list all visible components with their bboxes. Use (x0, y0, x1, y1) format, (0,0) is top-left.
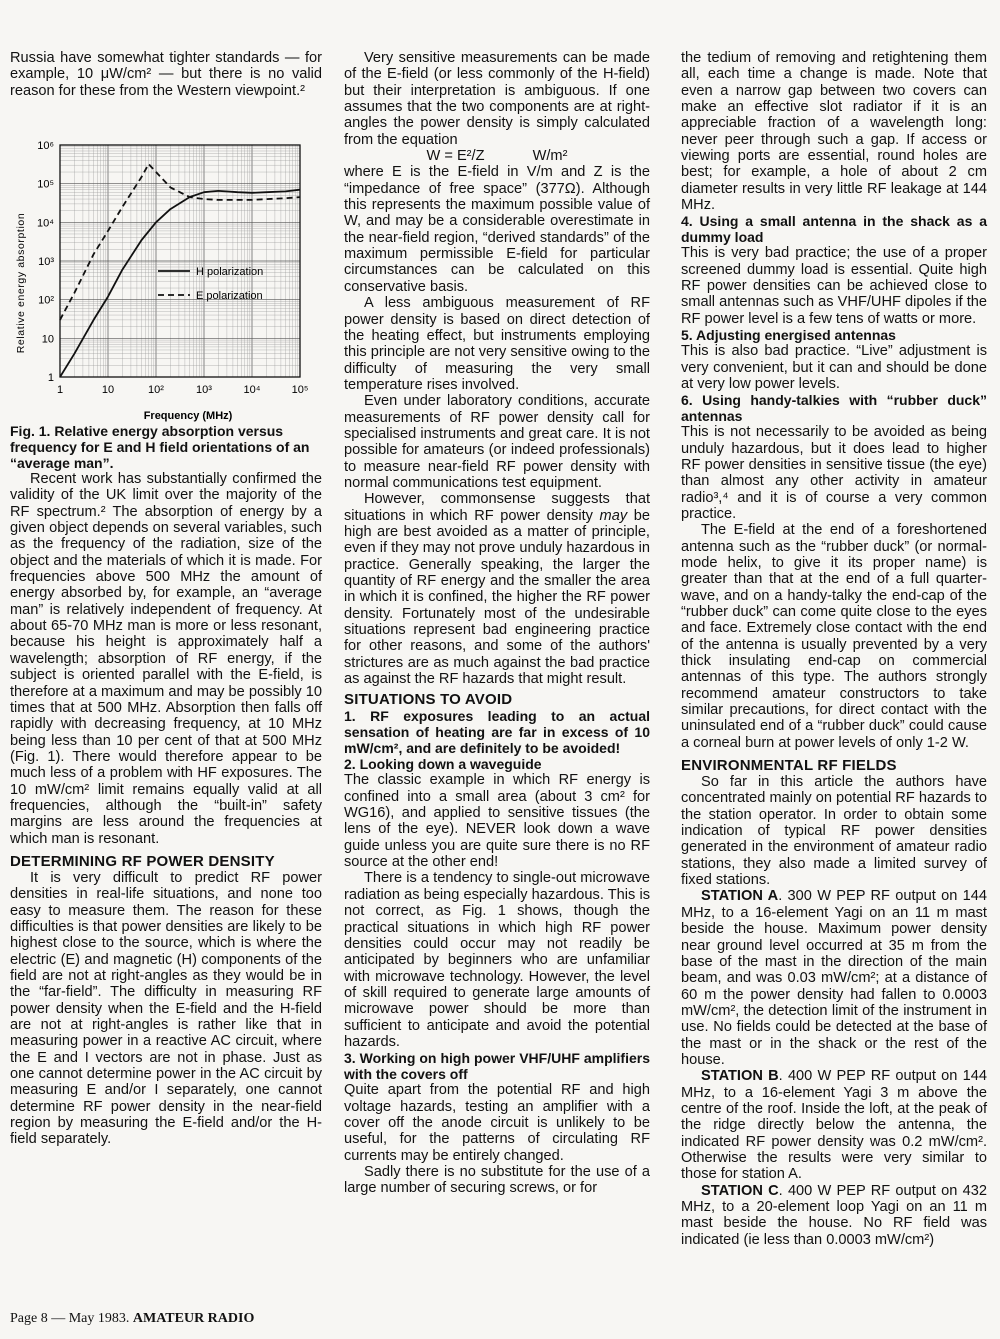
heading-item-1: 1. RF exposures leading to an actual sensation of heating are far in excess of 10 mW/cm², and are definitely to be avoided! (344, 708, 650, 757)
column-1 (10, 50, 322, 1148)
equation-power-density (344, 148, 650, 164)
y-tick-label: 10⁴ (37, 217, 54, 230)
however-emphasis: may (599, 507, 628, 524)
paragraph-so-far: So far in this article the authors have concentrated mainly on potential RF hazards to the station operator. In order to obtain some indication of typical RF power densities generated in the environment of amateur radio stations, they also made a limited survey of fixed stations. (681, 774, 987, 889)
heading-item-3: 3. Working on high power VHF/UHF amplifiers with the covers off (344, 1050, 650, 1083)
station-a-text: . 300 W PEP RF output on 144 MHz, to a 16-element Yagi on an 11 m mast beside the house. Maximum power density near ground level occurred at 35 m from the base of the mast in the direction of the main beam, and was 0.03 mW/cm²; at a distance of 60 m the power density had fallen to 0.0003 mW/cm², the detection limit of the instrument in use. No fields could be detected at the base of the mast or in the shack or the rest of the house. (681, 888, 988, 1068)
heading-situations-to-avoid: SITUATIONS TO AVOID (344, 691, 513, 709)
x-tick-label: 10³ (196, 384, 212, 397)
paragraph-sadly: Sadly there is no substitute for the use of a large number of securing screws, or for (344, 1163, 650, 1197)
y-tick-label: 1 (47, 372, 54, 385)
page-footer (10, 1311, 254, 1327)
paragraph-station-c (681, 1183, 987, 1248)
x-tick-label: 10² (148, 384, 164, 397)
column-2 (344, 50, 650, 1197)
footer-page: Page 8 — May 1983. (10, 1311, 130, 1326)
chart-y-axis-label: Relative energy absorption (15, 212, 27, 354)
y-tick-label: 10 (41, 333, 54, 346)
station-b-label: STATION B (701, 1068, 779, 1085)
heading-determining-density: DETERMINING RF POWER DENSITY (10, 852, 275, 870)
paragraph-classic: The classic example in which RF energy is confined into a small area (about 3 cm² for WG16), and applied to sensitive tissues (the lens of the eye). NEVER look down a wave guide unless you are quite sure there is no RF source at the other end! (344, 772, 650, 871)
heading-environmental: ENVIRONMENTAL RF FIELDS (681, 757, 897, 775)
paragraph-station-b (681, 1068, 987, 1182)
heading-item-5: 5. Adjusting energised antennas (681, 327, 896, 344)
paragraph-not-necessarily: This is not necessarily to be avoided as being unduly hazardous, but it does lead to higher RF power densities in sensitive tissue (the eye) than almost any other activity in amateur radio³,⁴ and it is of course a very common practice. (681, 424, 987, 522)
x-tick-label: 10⁵ (291, 384, 309, 397)
column-3 (681, 50, 987, 1248)
chart-grid (60, 145, 300, 377)
equation-unit: W/m² (532, 148, 568, 165)
heading-item-4: 4. Using a small antenna in the shack as a dummy load (681, 213, 987, 246)
paragraph-also-bad: This is also bad practice. “Live” adjustment is very convenient, but it can and should be done at very low power levels. (681, 343, 987, 392)
station-c-text: . 400 W PEP RF output on 432 MHz, to a 20-element loop Yagi on an 11 m mast beside the house. No RF field was indicated (ie less than 0.0003 mW/cm²) (681, 1182, 987, 1248)
station-a-label: STATION A (701, 888, 779, 905)
paragraph-less-ambiguous: A less ambiguous measurement of RF power density is based on direct detection of the heating effect, but instruments employing this principle are not very sensitive owing to the difficulty of measuring the very small temperature rises involved. (344, 295, 650, 393)
paragraph-intro: Russia have somewhat tighter standards — for example, 10 μW/cm² — but there is no valid reason for these from the Western viewpoint.² (10, 50, 322, 99)
paragraph-tendency: There is a tendency to single-out microwave radiation as being especially hazardous. This is not correct, as Fig. 1 shows, though the practical situations in which high RF power densities could occur may not readily be anticipated by beginners who are unfamiliar with microwave technology. However, the level of skill required to generate large amounts of microwave power should be more than sufficient to anticipate and avoid the potential hazards. (344, 870, 650, 1050)
series-line-h-polarization (60, 190, 300, 377)
x-tick-label: 10⁴ (243, 384, 261, 397)
paragraph-density: It is very difficult to predict RF power densities in real-life situations, and none too easy to measure them. The reason for these difficulties is that power densities are likely to be highest close to the source, which is where the electric (E) and magnetic (H) components of the field are not at right-angles as they would be in the “far-field”. The difficulty in measuring RF power density when the E-field and the H-field are not at right-angles is rather like that in measuring power in a reactive AC circuit, where the E and I vectors are not in phase. Just as one cannot determine power in the AC circuit by measuring E and/or I separately, one cannot determine RF power density in the near-field region by measuring the E-field and/or the H-field separately. (10, 869, 322, 1148)
paragraph-where: where E is the E-field in V/m and Z is the “impedance of free space” (377Ω). Although this represents the maximum possible value of W, and may be a considerable overestimate in the near-field region, “derived standards” of the maximum permissible E-field for particular circumstances can be calculated on this conservative basis. (344, 164, 650, 295)
chart-x-axis-label: Frequency (MHz) (143, 410, 233, 423)
heading-item-2: 2. Looking down a waveguide (344, 756, 542, 773)
y-tick-label: 10³ (38, 256, 54, 269)
y-tick-label: 10² (38, 294, 54, 307)
paragraph-sensitive-measurements: Very sensitive measurements can be made of the E-field (or less commonly of the H-field) but their interpretation is ambiguous. If one assumes that the two components are at right-angles the power density is simply calculated from the equation (344, 50, 650, 148)
paragraph-however (344, 491, 650, 687)
paragraph-station-a (681, 888, 987, 1068)
paragraph-quite-apart: Quite apart from the potential RF and high voltage hazards, testing an amplifier with a cover off the anode circuit is unlikely to be useful, for the patterns of circulating RF currents may be entirely changed. (344, 1082, 650, 1164)
station-b-text: . 400 W PEP RF output on 144 MHz, to a 16-element Yagi 3 m above the centre of the roof. Inside the loft, at the peak of the ridge directly below the antenna, the indicated RF power density was 0.2 mW/cm². Otherwise the results were very similar to those for station A. (681, 1068, 987, 1183)
legend-label: H polarization (196, 266, 264, 279)
figure-caption: Fig. 1. Relative energy absorption versus frequency for E and H field orientations of an “average man”. (10, 423, 310, 472)
figure-1-chart (10, 103, 322, 423)
paragraph-recent-work: Recent work has substantially confirmed the validity of the UK limit over the majority of the RF spectrum.² The absorption of energy by a given object depends on several variables, such as the frequency of the radiation, size of the object and the materials of which it is made. For frequencies above 500 MHz the amount of energy absorbed by, for example, an “average man” is relatively independent of frequency. At about 65-70 MHz man is more or less resonant, because his height is approximately half a wavelength; absorption of RF energy, if the subject is oriented parallel with the E-field, is therefore at a maximum and may be possibly 10 times that at 500 MHz. Absorption then falls off rapidly with decreasing frequency, at 10 MHz being less than 10 per cent of that at 500 MHz (Fig. 1). There would therefore appear to be much less of a problem with HF exposures. The 10 mW/cm² limit remains equally valid at all frequencies, although the “built-in” safety margins are less around the frequencies at which man is resonant. (10, 471, 322, 847)
paragraph-even-under: Even under laboratory conditions, accurate measurements of RF power density call for specialised instruments and great care. It is not possible for amateurs (or indeed professionals) to measure near-field RF power density with normal communications test equipment. (344, 393, 650, 491)
paragraph-bad-practice: This is very bad practice; the use of a proper screened dummy load is essential. Quite high RF power densities can be achieved close to small antennas such as VHF/UHF dipoles if the RF power level is a few tens of watts or more. (681, 245, 987, 327)
however-text-b: be high are best avoided as a matter of principle, even if they may not prove unduly hazardous in practice. Generally speaking, the larger the quantity of RF energy and the smaller the area in which it is confined, the higher the RF power density. Fortunately most of the undesirable situations represent bad engineering practice for other reasons, and some of the authors' strictures are as much against the bad practice as against the RF hazards that might result. (344, 507, 650, 688)
equation-lhs: W = E²/Z (426, 148, 485, 165)
y-tick-label: 10⁵ (37, 178, 54, 191)
y-tick-label: 10⁶ (37, 140, 54, 153)
x-tick-label: 1 (56, 384, 64, 397)
station-c-label: STATION C (701, 1182, 779, 1199)
paragraph-tedium: the tedium of removing and retightening them all, each time a change is made. Note that even a narrow gap between two covers can make an effective slot radiator if it is an appreciable fraction of a wavelength long: never peer through such a gap. If access or viewing ports are essential, round holes are best; for example, a hole of about 2 cm diameter results in very little RF leakage at 144 MHz. (681, 50, 987, 214)
however-text-a: However, commonsense suggests that situations in which RF power density (344, 491, 650, 524)
legend-label: E polarization (196, 290, 263, 303)
chart-axes (37, 140, 308, 396)
paragraph-efield: The E-field at the end of a foreshortened antenna such as the “rubber duck” (or normal-mode helix, to give it its proper name) is greater than that at the end of a full quarter-wave, and on a handy-talky the end-cap of the “rubber duck” can come quite close to the eyes and face. Extremely close contact with the end of the antenna is usually prevented by a very thick insulating end-cap on commercial antennas of this type. The authors strongly recommend amateur constructors to take similar precautions, for direct contact with the uninsulated end of a “rubber duck” could cause a corneal burn at power levels of only 1-2 W. (681, 522, 987, 751)
heading-item-6: 6. Using handy-talkies with “rubber duck” antennas (681, 392, 987, 425)
footer-magazine: AMATEUR RADIO (132, 1311, 255, 1326)
x-tick-label: 10 (101, 384, 115, 397)
